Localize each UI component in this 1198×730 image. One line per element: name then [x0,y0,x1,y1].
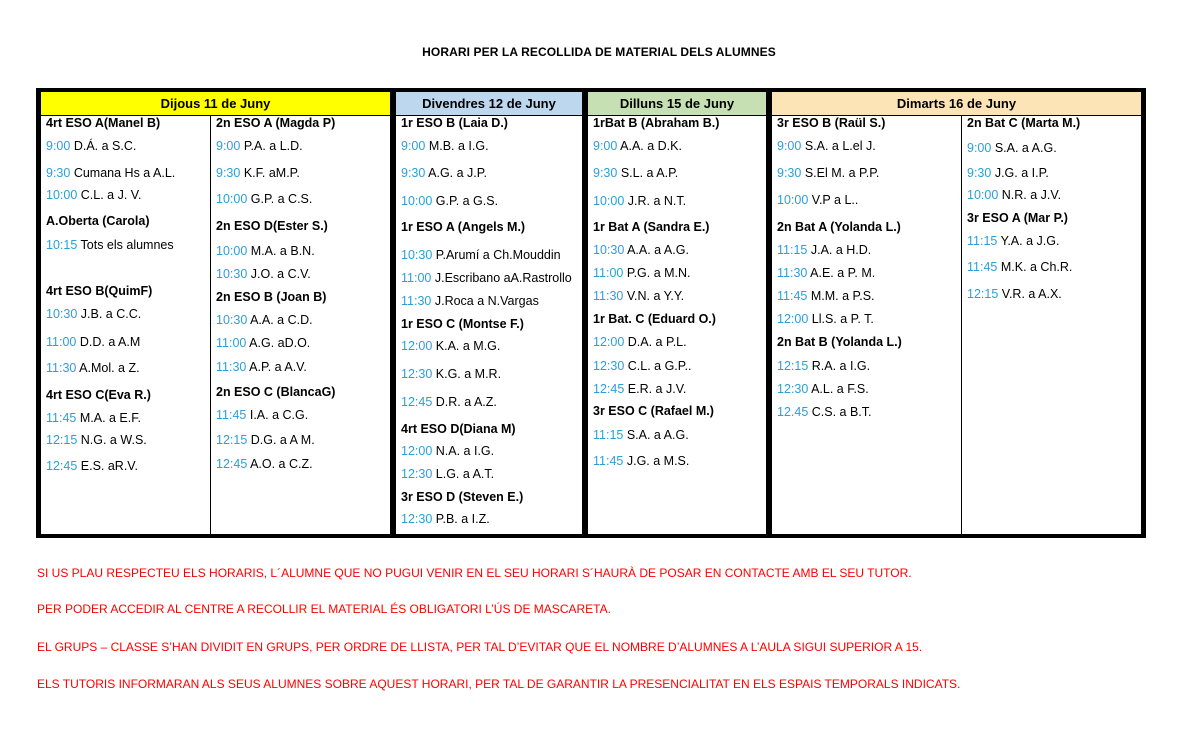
schedule-slot [216,336,310,350]
schedule-slot [46,335,140,349]
schedule-slot [216,408,308,422]
group-heading: 4rt ESO A(Manel B) [46,116,161,130]
schedule-slot [593,382,686,396]
slot-students: N.R. a J.V. [1001,188,1062,202]
slot-students: S.El M. a P.P. [804,166,880,180]
slot-time: 12:30 [401,367,433,381]
slot-students: I.A. a C.G. [249,408,309,422]
day-column [211,115,390,534]
day-column [962,115,1141,534]
schedule-slot [216,360,307,374]
slot-students: V.N. a Y.Y. [626,289,685,303]
slot-time: 10:30 [216,267,248,281]
slot-students: A.L. a F.S. [811,382,869,396]
slot-time: 11:00 [216,336,247,350]
group-heading: 1r ESO C (Montse F.) [401,317,524,331]
slot-time: 9:30 [777,166,802,180]
slot-time: 10:00 [401,194,433,208]
day-header: Dilluns 15 de Juny [588,92,766,116]
slot-time: 12:30 [401,512,433,526]
slot-time: 12:30 [593,359,625,373]
schedule-slot [777,312,874,326]
slot-students: K.F. aM.P. [243,166,300,180]
slot-time: 11:30 [216,360,247,374]
slot-time: 12:00 [401,444,433,458]
slot-time: 10:00 [593,194,625,208]
slot-students: D.Á. a S.C. [73,139,137,153]
slot-students: Tots els alumnes [80,238,174,252]
day-column [396,115,582,534]
slot-students: A.A. a C.D. [250,313,313,327]
slot-time: 12:15 [777,359,809,373]
slot-time: 12:00 [777,312,809,326]
day-header: Dimarts 16 de Juny [772,92,1141,116]
day-column [41,115,210,534]
schedule-slot [46,238,174,252]
schedule-slot [216,166,300,180]
slot-students: R.A. a I.G. [811,359,871,373]
schedule-slot [777,405,872,419]
schedule-slot [967,287,1062,301]
schedule-slot [593,139,682,153]
schedule-slot [777,289,875,303]
schedule-slot [593,289,684,303]
slot-time: 12:30 [777,382,809,396]
group-heading: 2n ESO D(Ester S.) [216,219,328,233]
schedule-slot [401,139,489,153]
schedule-slot [593,335,687,349]
slot-students: G.P. a C.S. [250,192,313,206]
schedule-slot [401,271,572,285]
slot-students: A.E. a P. M. [810,266,876,280]
slot-time: 12:45 [46,459,78,473]
group-heading: 2n Bat C (Marta M.) [967,116,1081,130]
slot-time: 9:00 [216,139,241,153]
slot-time: 11:45 [46,411,77,425]
slot-students: E.R. a J.V. [627,382,687,396]
schedule-slot [401,395,497,409]
slot-students: J.G. a I.P. [994,166,1049,180]
schedule-slot [967,141,1057,155]
group-heading: 2n ESO B (Joan B) [216,290,327,304]
slot-time: 12:00 [593,335,625,349]
schedule-slot [967,166,1049,180]
slot-students: C.L. a G.P.. [627,359,692,373]
slot-time: 9:00 [777,139,802,153]
slot-students: A.G. a J.P. [428,166,487,180]
day-dijous [41,92,390,534]
schedule-slot [401,444,494,458]
slot-time: 12:45 [401,395,433,409]
slot-time: 10:00 [46,188,78,202]
slot-time: 11:45 [777,289,808,303]
schedule-slot [777,243,871,257]
slot-time: 12:15 [46,433,78,447]
slot-students: M.B. a I.G. [428,139,489,153]
slot-students: S.A. a A.G. [626,428,689,442]
slot-time: 10:00 [967,188,999,202]
schedule-slot [401,339,500,353]
schedule-slot [46,361,140,375]
slot-students: G.P. a G.S. [435,194,499,208]
slot-students: S.L. a A.P. [620,166,679,180]
slot-students: J.B. a C.C. [80,307,142,321]
group-heading: 3r ESO C (Rafael M.) [593,404,714,418]
group-heading: 2n ESO C (BlancaG) [216,385,336,399]
schedule-slot [401,467,494,481]
schedule-slot [777,359,870,373]
slot-students: Cumana Hs a A.L. [73,166,176,180]
slot-time: 10:00 [216,244,248,258]
slot-students: M.A. a B.N. [250,244,315,258]
slot-time: 11:30 [401,294,432,308]
day-dilluns [588,92,766,534]
slot-students: A.P. a A.V. [249,360,307,374]
slot-time: 10:30 [593,243,625,257]
note-respect-schedule: SI US PLAU RESPECTEU ELS HORARIS, L´ALUMNE QUE NO PUGUI VENIR EN EL SEU HORARI S´HAURÀ DE POSAR EN CONTACTE AMB EL SEU TUTOR. [37,566,912,580]
schedule-slot [46,307,141,321]
schedule-slot [401,512,490,526]
schedule-slot [593,428,689,442]
schedule-slot [401,367,501,381]
slot-students: S.A. a L.el J. [804,139,876,153]
group-heading: A.Oberta (Carola) [46,214,150,228]
slot-students: D.A. a P.L. [627,335,687,349]
group-heading: 2n Bat B (Yolanda L.) [777,335,902,349]
schedule-slot [401,166,487,180]
slot-students: J.O. a C.V. [250,267,311,281]
day-column [772,115,961,534]
schedule-slot [46,411,141,425]
slot-time: 9:30 [46,166,71,180]
schedule-slot [216,192,312,206]
page-title: HORARI PER LA RECOLLIDA DE MATERIAL DELS ALUMNES [422,45,776,59]
slot-time: 11:15 [967,234,998,248]
slot-time: 9:00 [967,141,992,155]
slot-students: J.A. a H.D. [810,243,872,257]
day-header: Divendres 12 de Juny [396,92,582,116]
schedule-slot [593,359,691,373]
slot-time: 12:45 [216,457,248,471]
slot-time: 11:30 [593,289,624,303]
slot-students: J.G. a M.S. [626,454,690,468]
slot-students: M.K. a Ch.R. [1000,260,1073,274]
slot-students: S.A. a A.G. [994,141,1057,155]
slot-time: 10:00 [216,192,248,206]
schedule-slot [967,260,1072,274]
schedule-slot [216,267,311,281]
slot-time: 11:45 [593,454,624,468]
schedule-slot [401,194,498,208]
slot-time: 9:00 [46,139,71,153]
group-heading: 1r Bat. C (Eduard O.) [593,312,716,326]
slot-students: Ll.S. a P. T. [811,312,874,326]
slot-students: K.G. a M.R. [435,367,502,381]
slot-time: 11:45 [967,260,998,274]
slot-students: E.S. aR.V. [80,459,138,473]
schedule-slot [46,139,136,153]
schedule-slot [46,459,138,473]
schedule-slot [46,188,141,202]
schedule-slot [593,194,686,208]
slot-students: P.A. a L.D. [243,139,303,153]
schedule-slot [593,266,691,280]
group-heading: 1r ESO A (Angels M.) [401,220,526,234]
slot-time: 11:30 [46,361,77,375]
note-tutors-inform: ELS TUTORIS INFORMARAN ALS SEUS ALUMNES SOBRE AQUEST HORARI, PER TAL DE GARANTIR LA PRESENCIALITAT EN ELS ESPAIS TEMPORALS INDICATS. [37,677,961,691]
slot-time: 11:00 [46,335,77,349]
day-dimarts [772,92,1141,534]
group-heading: 2n ESO A (Magda P) [216,116,336,130]
slot-time: 12:30 [401,467,433,481]
group-heading: 4rt ESO B(QuimF) [46,284,153,298]
group-heading: 3r ESO D (Steven E.) [401,490,524,504]
slot-students: D.G. a A M. [250,433,315,447]
schedule-slot [216,244,315,258]
schedule-slot [593,166,678,180]
slot-students: A.A. a A.G. [627,243,689,257]
schedule-slot [401,294,539,308]
schedule-slot [593,243,689,257]
slot-time: 12:15 [967,287,999,301]
slot-students: V.R. a A.X. [1001,287,1062,301]
slot-students: V.P a L.. [811,193,859,207]
schedule-slot [777,139,876,153]
slot-time: 12.45 [777,405,809,419]
slot-students: A.G. aD.O. [249,336,311,350]
schedule-slot [216,457,313,471]
group-heading: 2n Bat A (Yolanda L.) [777,220,901,234]
slot-students: P.B. a I.Z. [435,512,490,526]
day-divendres [396,92,582,534]
slot-time: 11:15 [777,243,808,257]
slot-time: 11:45 [216,408,247,422]
slot-time: 9:00 [593,139,618,153]
slot-time: 10:30 [401,248,433,262]
slot-students: A.A. a D.K. [620,139,682,153]
note-groups-division: EL GRUPS – CLASSE S’HAN DIVIDIT EN GRUPS, PER ORDRE DE LLISTA, PER TAL D’EVITAR QUE EL NOMBRE D’ALUMNES A L’AULA SIGUI SUPERIOR A 15. [37,640,923,654]
slot-students: P.Arumí a Ch.Mouddin [435,248,561,262]
slot-students: C.S. a B.T. [811,405,872,419]
slot-time: 12:00 [401,339,433,353]
schedule-slot [46,433,147,447]
slot-time: 11:00 [593,266,624,280]
group-heading: 1r ESO B (Laia D.) [401,116,508,130]
slot-students: J.Escribano aA.Rastrollo [434,271,572,285]
schedule-slot [967,188,1061,202]
slot-students: P.G. a M.N. [626,266,691,280]
slot-time: 10:00 [777,193,809,207]
slot-time: 9:30 [401,166,426,180]
slot-students: J.Roca a N.Vargas [434,294,539,308]
slot-students: M.M. a P.S. [810,289,875,303]
slot-time: 9:00 [401,139,426,153]
schedule-slot [777,166,879,180]
schedule-slot [216,313,313,327]
schedule-table [36,88,1146,538]
schedule-slot [401,248,561,262]
schedule-slot [46,166,175,180]
slot-students: Y.A. a J.G. [1000,234,1060,248]
slot-students: C.L. a J. V. [80,188,142,202]
slot-time: 10:15 [46,238,78,252]
group-heading: 3r ESO A (Mar P.) [967,211,1068,225]
group-heading: 4rt ESO D(Diana M) [401,422,516,436]
group-heading: 3r ESO B (Raül S.) [777,116,886,130]
slot-students: J.R. a N.T. [627,194,687,208]
group-heading: 1r Bat A (Sandra E.) [593,220,710,234]
slot-students: A.O. a C.Z. [250,457,313,471]
slot-time: 9:30 [593,166,618,180]
slot-students: L.G. a A.T. [435,467,495,481]
group-heading: 4rt ESO C(Eva R.) [46,388,151,402]
schedule-slot [593,454,689,468]
slot-time: 10:30 [46,307,78,321]
day-header: Dijous 11 de Juny [41,92,390,116]
group-heading: 1rBat B (Abraham B.) [593,116,720,130]
slot-time: 11:00 [401,271,432,285]
slot-students: A.Mol. a Z. [79,361,140,375]
schedule-slot [777,382,869,396]
slot-students: N.G. a W.S. [80,433,147,447]
slot-time: 12:15 [216,433,248,447]
slot-students: D.D. a A.M [79,335,141,349]
schedule-slot [777,266,875,280]
slot-time: 11:30 [777,266,808,280]
slot-time: 9:30 [216,166,241,180]
slot-students: D.R. a A.Z. [435,395,497,409]
schedule-slot [216,139,303,153]
note-mask-required: PER PODER ACCEDIR AL CENTRE A RECOLLIR EL MATERIAL ÉS OBLIGATORI L’ÚS DE MASCARETA. [37,602,611,616]
schedule-slot [216,433,315,447]
schedule-slot [777,193,858,207]
slot-time: 10:30 [216,313,248,327]
slot-students: N.A. a I.G. [435,444,495,458]
slot-students: M.A. a E.F. [79,411,141,425]
slot-time: 11:15 [593,428,624,442]
slot-students: K.A. a M.G. [435,339,501,353]
schedule-slot [967,234,1059,248]
day-column [588,115,766,534]
slot-time: 9:30 [967,166,992,180]
slot-time: 12:45 [593,382,625,396]
